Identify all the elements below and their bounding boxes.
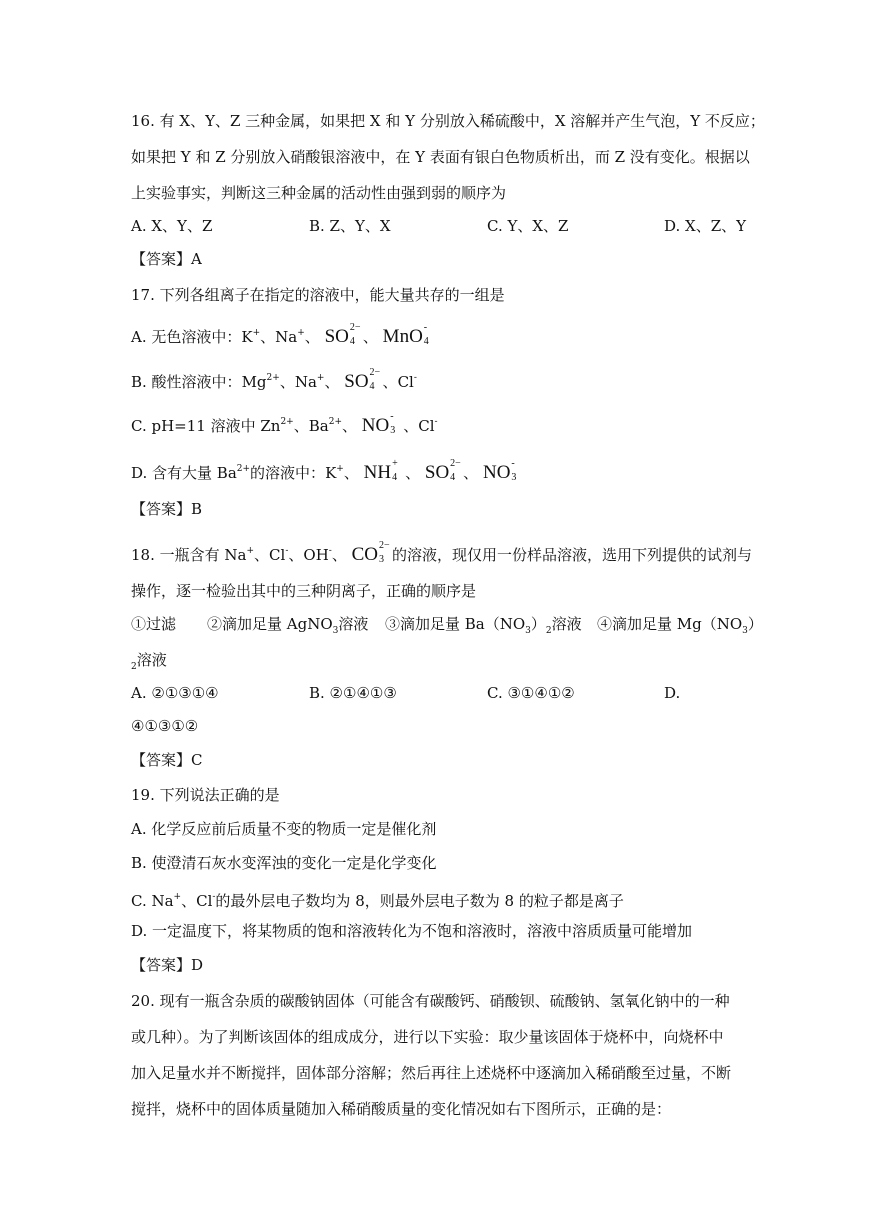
q18-line1: 18. 一瓶含有 Na+、Cl-、OH-、 CO 2− 3 的溶液，现仅用一份样品溶液，选用下列提供的试剂与 <box>131 540 753 565</box>
q16-line2: 如果把 Y 和 Z 分别放入硝酸银溶液中，在 Y 表面有银白色物质析出，而 Z 没有变化。根据以 <box>131 148 750 166</box>
q19-option-c: C. Na+、Cl-的最外层电子数均为 8，则最外层电子数为 8 的粒子都是离子 <box>131 892 624 910</box>
q18-step-4: ④滴加足量 $Mg(NO_3)$ <box>597 615 763 636</box>
q17-stem: 17. 下列各组离子在指定的溶液中，能大量共存的一组是 <box>131 286 505 304</box>
q18-step-2: ②滴加足量 AgNO$_3$溶液 <box>207 615 369 636</box>
q16-option-a: A. X、Y、Z <box>131 217 213 235</box>
q17-option-d: D. 含有大量 $Ba^{2+}$的溶液中：K+、 NH + 4 、 SO 2− 4 、 NO - 3 <box>131 459 524 483</box>
q17-option-b: B. 酸性溶液中：$Mg^{2+}$、Na+、 SO 2− 4 、Cl- <box>131 367 417 392</box>
q19-option-a: A. 化学反应前后质量不变的物质一定是催化剂 <box>131 820 437 838</box>
sulfate-ion: SO 2− 4 <box>424 458 461 483</box>
nitrate-ion: NO - 3 <box>482 458 517 483</box>
q19-option-d: D. 一定温度下，将某物质的饱和溶液转化为不饱和溶液时，溶液中溶质质量可能增加 <box>131 922 693 940</box>
q16-line1: 16. 有 X、Y、Z 三种金属，如果把 X 和 Y 分别放入稀硫酸中，X 溶解并产生气泡，Y 不反应； <box>131 112 765 130</box>
q16-answer: 【答案】A <box>131 250 202 268</box>
q18-option-d: D. <box>664 684 681 702</box>
q18-line2: 操作，逐一检验出其中的三种阴离子，正确的顺序是 <box>131 582 477 600</box>
q20-line2: 或几种）。为了判断该固体的组成成分，进行以下实验：取少量该固体于烧杯中，向烧杯中 <box>131 1028 724 1046</box>
q19-stem: 19. 下列说法正确的是 <box>131 786 280 804</box>
ammonium-ion: NH + 4 <box>363 458 398 483</box>
q16-line3: 上实验事实，判断这三种金属的活动性由强到弱的顺序为 <box>131 184 507 202</box>
carbonate-ion: CO 2− 3 <box>351 540 390 565</box>
q17-option-c: C. pH=11 溶液中 $Zn^{2+}$、$Ba^{2+}$、 NO - 3 、Cl- <box>131 411 438 436</box>
sulfate-ion: SO 2− 4 <box>324 322 361 347</box>
q16-option-c: C. Y、X、Z <box>487 217 569 235</box>
q17-option-a: A. 无色溶液中：K+、Na+、 SO 2− 4 、 MnO - 4 <box>131 323 437 347</box>
q19-answer: 【答案】D <box>131 956 204 974</box>
q18-answer: 【答案】C <box>131 751 203 769</box>
sulfate-ion: SO 2− 4 <box>344 367 381 392</box>
q18-option-c: C. ③①④①② <box>487 684 575 702</box>
option-prefix: A. 无色溶液中： <box>131 328 242 346</box>
q18-step-3: ③滴加足量 $Ba(NO_3)_2$溶液 <box>385 615 582 636</box>
nitrate-ion: NO - 3 <box>361 411 396 436</box>
q16-option-b: B. Z、Y、X <box>309 217 391 235</box>
q20-line1: 20. 现有一瓶含杂质的碳酸钠固体（可能含有碳酸钙、硝酸钡、硫酸钠、氢氧化钠中的一种 <box>131 992 730 1010</box>
q18-line4: $_2$溶液 <box>131 651 167 672</box>
q18-option-d-cont: ④①③①② <box>131 717 199 735</box>
q20-line3: 加入足量水并不断搅拌，固体部分溶解；然后再往上述烧杯中逐滴加入稀硝酸至过量，不断 <box>131 1064 732 1082</box>
q18-step-1: ①过滤 <box>131 615 177 633</box>
q18-option-a: A. ②①③①④ <box>131 684 219 702</box>
q17-answer: 【答案】B <box>131 500 203 518</box>
q19-option-b: B. 使澄清石灰水变浑浊的变化一定是化学变化 <box>131 854 437 872</box>
q16-option-d: D. X、Z、Y <box>664 217 747 235</box>
q20-line4: 搅拌，烧杯中的固体质量随加入稀硝酸质量的变化情况如右下图所示，正确的是： <box>131 1100 672 1118</box>
q18-option-b: B. ②①④①③ <box>309 684 397 702</box>
permanganate-ion: MnO - 4 <box>382 322 429 347</box>
